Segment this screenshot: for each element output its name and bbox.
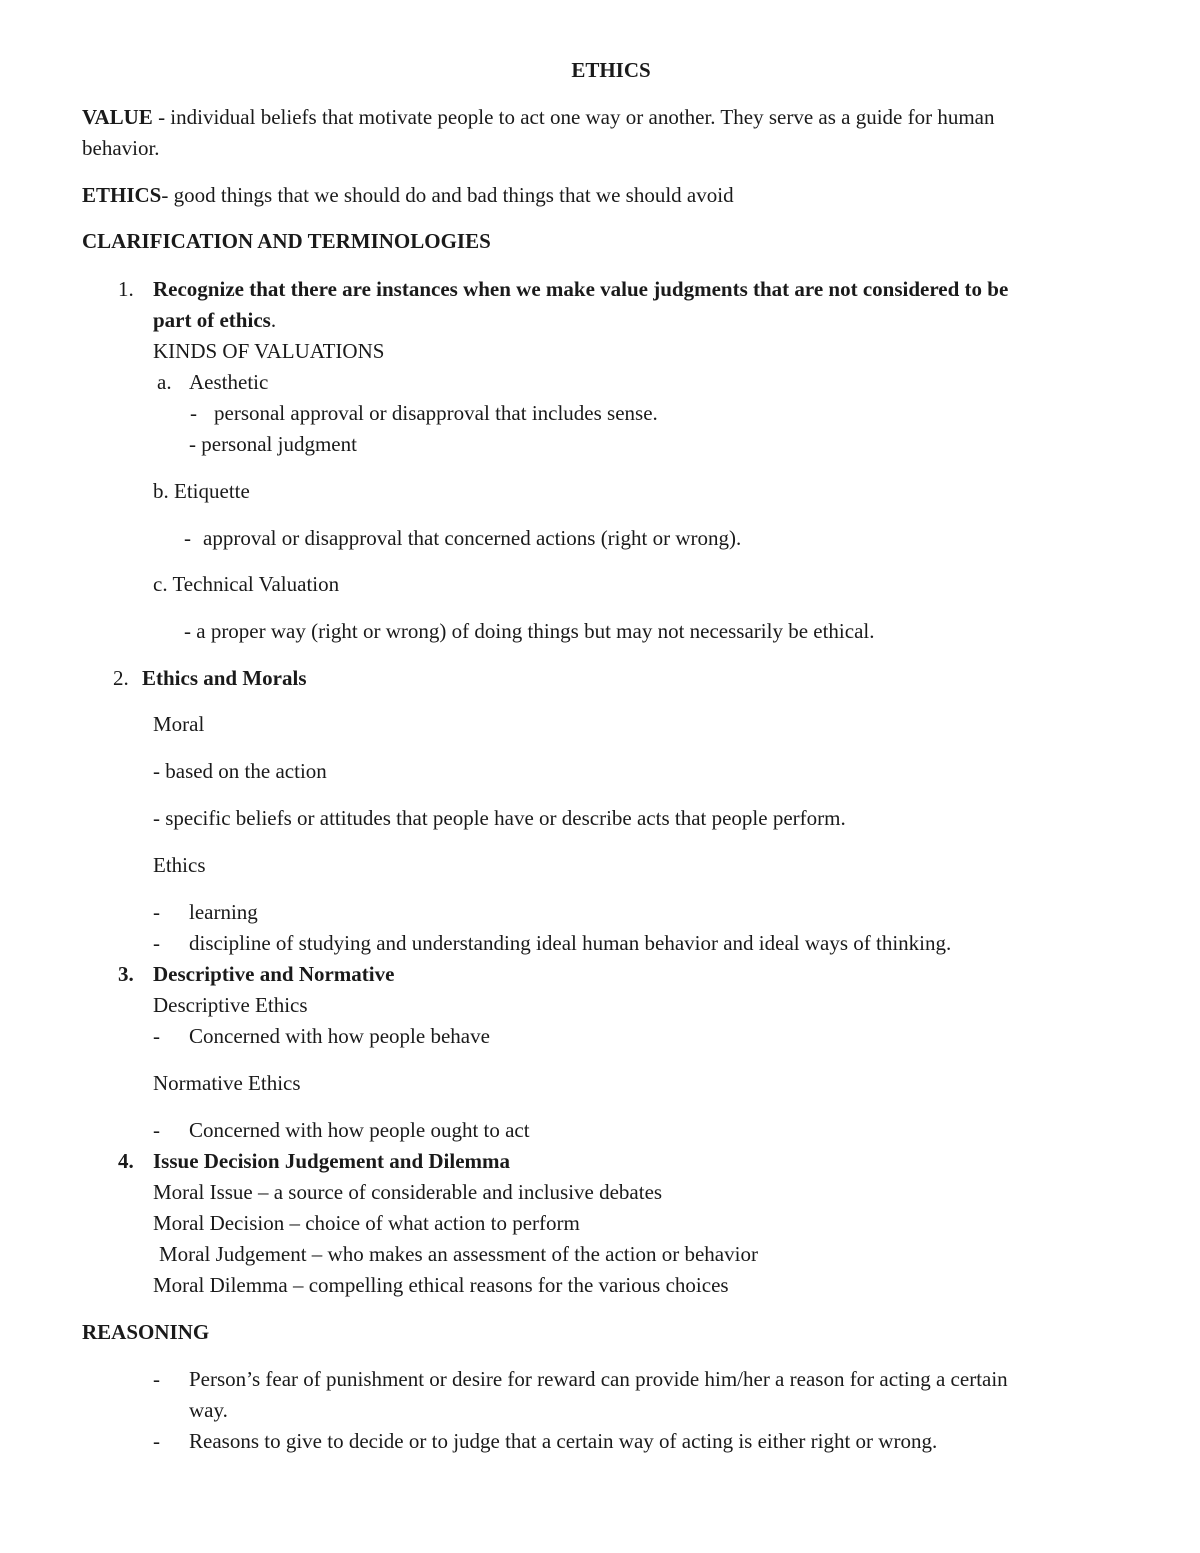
normative-dash: -	[153, 1118, 160, 1142]
moral-judgement: Moral Judgement – who makes an assessment of the action or behavior	[159, 1242, 758, 1266]
moral-point2: - specific beliefs or attitudes that people have or describe acts that people perform.	[153, 806, 846, 830]
value-term: VALUE	[82, 105, 153, 129]
item3-number: 3.	[118, 962, 134, 986]
moral-dilemma: Moral Dilemma – compelling ethical reasons for the various choices	[153, 1273, 729, 1297]
item1-title-line2: part of ethics.	[153, 308, 277, 332]
aesthetic-dash: -	[190, 401, 197, 425]
aesthetic-point1: personal approval or disapproval that includes sense.	[214, 401, 658, 425]
item2-title: Ethics and Morals	[142, 666, 307, 690]
item1-number: 1.	[118, 277, 134, 301]
reasoning-dash-1: -	[153, 1367, 160, 1391]
etiquette-title: b. Etiquette	[153, 479, 250, 503]
item4-number: 4.	[118, 1149, 134, 1173]
reasoning-point1-line2: way.	[189, 1398, 228, 1422]
kinds-of-valuations: KINDS OF VALUATIONS	[153, 339, 385, 363]
technical-title: c. Technical Valuation	[153, 572, 340, 596]
item1-title-line1: Recognize that there are instances when we make value judgments that are not considered to be	[153, 277, 1009, 301]
moral-label: Moral	[153, 712, 205, 736]
ethics-definition	[82, 185, 734, 206]
reasoning-heading: REASONING	[82, 1320, 210, 1344]
value-definition	[82, 107, 995, 128]
technical-point: - a proper way (right or wrong) of doing things but may not necessarily be ethical.	[184, 619, 875, 643]
normative-point: Concerned with how people ought to act	[189, 1118, 530, 1142]
clarification-heading: CLARIFICATION AND TERMINOLOGIES	[82, 229, 491, 253]
page-title: ETHICS	[571, 58, 651, 82]
reasoning-dash-2: -	[153, 1429, 160, 1453]
moral-decision: Moral Decision – choice of what action to perform	[153, 1211, 580, 1235]
descriptive-label: Descriptive Ethics	[153, 993, 308, 1017]
ethics-point2: discipline of studying and understanding ideal human behavior and ideal ways of thinking.	[189, 931, 952, 955]
item3-title: Descriptive and Normative	[153, 962, 395, 986]
ethics-dash-2: -	[153, 931, 160, 955]
item4-title: Issue Decision Judgement and Dilemma	[153, 1149, 511, 1173]
aesthetic-label: a.	[157, 370, 172, 394]
descriptive-point: Concerned with how people behave	[189, 1024, 490, 1048]
value-definition-cont: behavior.	[82, 136, 160, 160]
normative-label: Normative Ethics	[153, 1071, 301, 1095]
ethics-dash-1: -	[153, 900, 160, 924]
descriptive-dash: -	[153, 1024, 160, 1048]
ethics-text: - good things that we should do and bad things that we should avoid	[161, 183, 734, 207]
moral-point1: - based on the action	[153, 759, 327, 783]
value-text: - individual beliefs that motivate people to act one way or another. They serve as a guide for human	[152, 105, 995, 129]
item2-number: 2.	[113, 666, 129, 690]
reasoning-point2: Reasons to give to decide or to judge that a certain way of acting is either right or wrong.	[189, 1429, 938, 1453]
ethics-term: ETHICS	[82, 183, 162, 207]
moral-issue: Moral Issue – a source of considerable and inclusive debates	[153, 1180, 663, 1204]
reasoning-point1-line1: Person’s fear of punishment or desire for reward can provide him/her a reason for acting a certain	[189, 1367, 1008, 1391]
etiquette-dash: -	[184, 526, 191, 550]
etiquette-point: approval or disapproval that concerned actions (right or wrong).	[203, 526, 742, 550]
aesthetic-point2: - personal judgment	[189, 432, 357, 456]
ethics-point1: learning	[189, 900, 258, 924]
aesthetic-title: Aesthetic	[189, 370, 269, 394]
ethics-label: Ethics	[153, 853, 206, 877]
